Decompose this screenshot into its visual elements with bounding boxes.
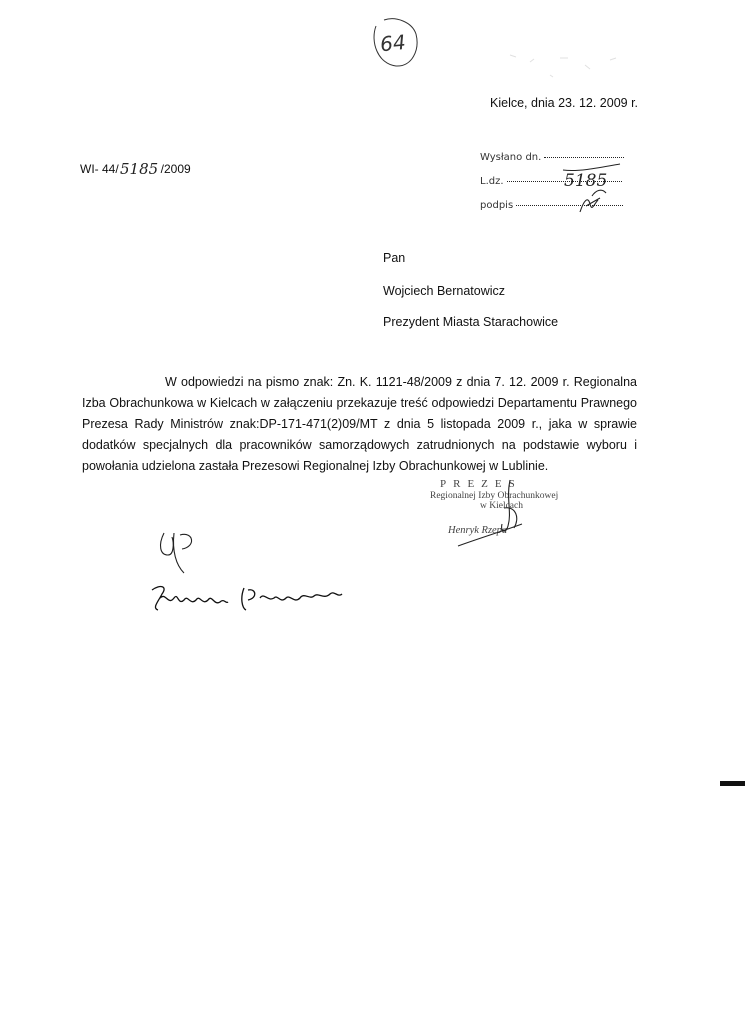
recipient-name: Wojciech Bernatowicz xyxy=(383,284,506,298)
scan-edge-mark xyxy=(720,781,745,786)
handwritten-signature xyxy=(148,580,348,620)
letter-body: W odpowiedzi na pismo znak: Zn. K. 1121-48/2009 z dnia 7. 12. 2009 r. Regionalna Izba Obrachunkowa w Kielcach w załączeniu przekazuje treść odpowiedzi Departamentu Prawnego Prezesa Rady Ministrów znak:DP-171-471(2)09/MT z dnia 5 listopada 2009 r., jaka w sprawie dodatków specjalnych dla pracowników samorządowych zatrudnionych na podstawie wyboru i powołania udzielona zastała Prezesowi Regionalnej Izby Obrachunkowej w Lublinie. xyxy=(82,375,637,473)
dispatch-ldz-label: L.dz. xyxy=(480,176,504,187)
reference-suffix: /2009 xyxy=(160,162,191,176)
handwritten-initials xyxy=(150,525,210,580)
seal-signer: Henryk Rzepa xyxy=(448,525,508,536)
scan-noise xyxy=(490,40,640,90)
dispatch-handwriting xyxy=(558,160,628,218)
handwritten-reference-text: 5185 xyxy=(119,160,158,178)
dispatch-ldz-handwritten: 5185 xyxy=(564,171,608,191)
handwritten-reference-number xyxy=(119,159,161,179)
official-seal xyxy=(430,478,600,558)
reference-prefix: WI- 44/ xyxy=(80,162,119,176)
page-number-stamp xyxy=(366,14,422,70)
seal-line-3: w Kielcach xyxy=(480,501,523,511)
place-date: Kielce, dnia 23. 12. 2009 r. xyxy=(490,96,639,110)
page-number-text: 64 xyxy=(378,29,407,57)
dispatch-sent-label: Wysłano dn. xyxy=(480,152,542,163)
seal-line-2: Regionalnej Izby Obrachunkowej xyxy=(430,491,559,501)
dispatch-sent-dots xyxy=(544,157,624,158)
recipient-salutation: Pan xyxy=(383,251,406,265)
seal-signature-scribble xyxy=(430,478,600,558)
recipient-position: Prezydent Miasta Starachowice xyxy=(383,315,559,329)
dispatch-stamp xyxy=(480,150,630,218)
seal-title: PREZES xyxy=(440,478,522,490)
dispatch-signature-label: podpis xyxy=(480,200,514,211)
reference-number xyxy=(80,159,191,179)
